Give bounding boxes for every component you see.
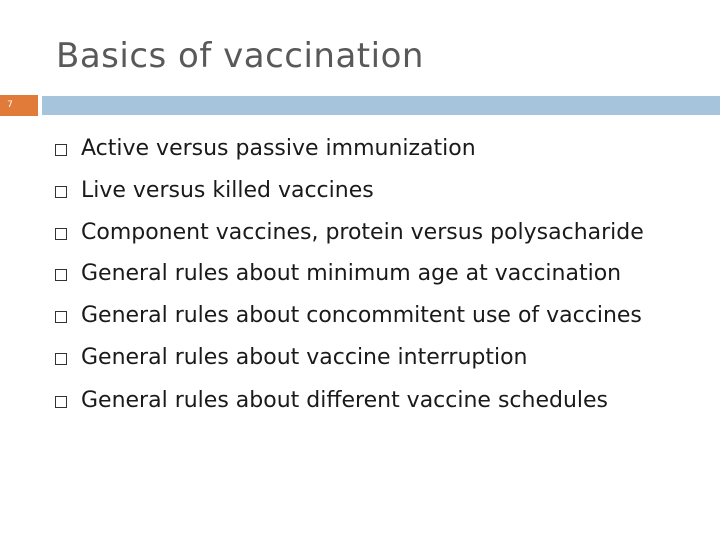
checkbox-square-icon [55,228,67,240]
bullet-text: General rules about minimum age at vaccination [81,261,622,286]
slide-title: Basics of vaccination [56,36,424,76]
bullet-text: General rules about different vaccine schedules [81,388,609,413]
bullet-text: Live versus killed vaccines [81,178,374,203]
checkbox-square-icon [55,186,67,198]
bullet-text: General rules about concommitent use of vaccines [81,303,642,328]
bullet-text: Active versus passive immunization [81,136,476,161]
checkbox-square-icon [55,144,67,156]
bullet-text: General rules about vaccine interruption [81,345,528,370]
bullet-text: Component vaccines, protein versus polysacharide [81,220,644,245]
checkbox-square-icon [55,396,67,408]
checkbox-square-icon [55,353,67,365]
slide-number: 7 [7,100,13,110]
header-bar [42,96,720,115]
checkbox-square-icon [55,269,67,281]
checkbox-square-icon [55,311,67,323]
